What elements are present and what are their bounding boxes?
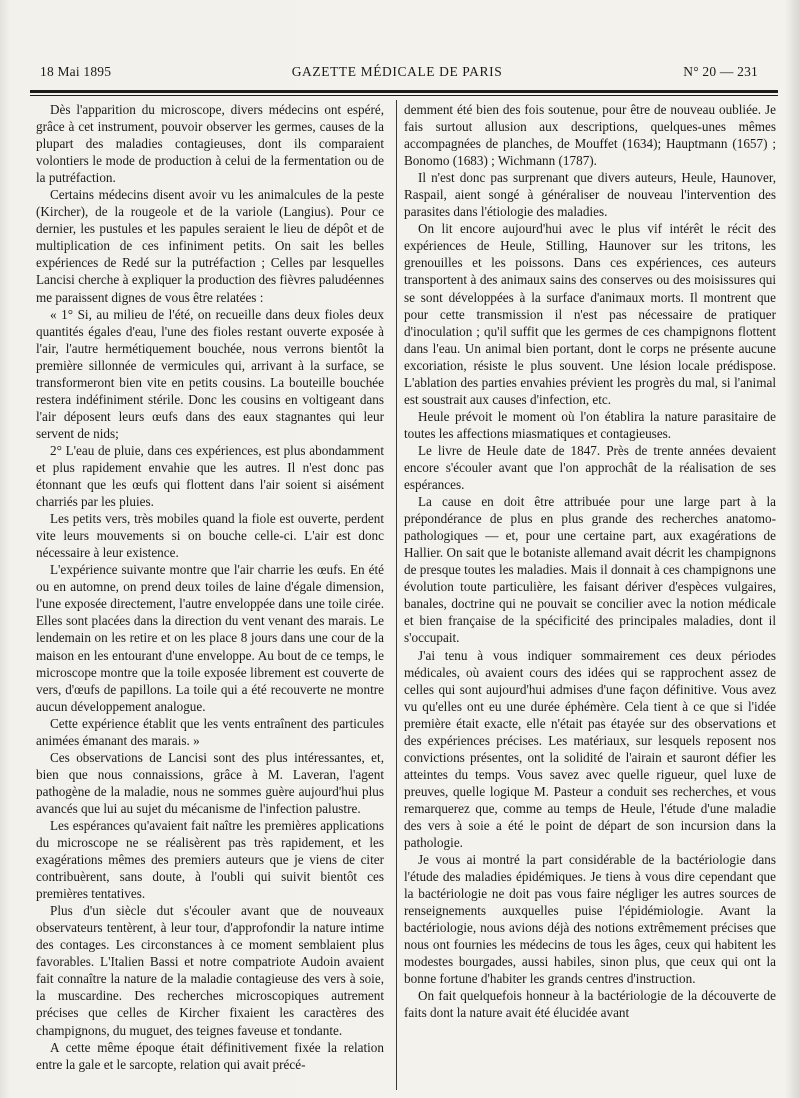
paragraph: La cause en doit être attribuée pour une large part à la prépondérance de plus en plus grande des recherches anatomo-pathologiques — et, pour une certaine part, aux exagérations de Hallier. On sait que le botaniste allemand avait décrit les champignons de presque toutes les maladies. Mais il donnait à ces champignons une évolution toute particulière, les faisant dériver d'espèces vulgaires, banales, doctrine qui ne pouvait se concilier avec la notion médicale et bien française de la spécificité des principales maladies, dont il s'occupait. bbox=[404, 494, 776, 646]
paragraph: A cette même époque était définitivement fixée la relation entre la gale et le sarcopte, relation qui avait précé- bbox=[36, 1039, 384, 1072]
paragraph: Ces observations de Lancisi sont des plus intéressantes, et, bien que nous connaissions, grâce à M. Laveran, l'agent pathogène de la maladie, nous ne sommes guère aujourd'hui plus avancés que lui au sujet du mécanisme de l'infection palustre. bbox=[36, 749, 384, 816]
column-divider bbox=[396, 100, 397, 1090]
header-title: GAZETTE MÉDICALE DE PARIS bbox=[291, 64, 503, 79]
paragraph: Les petits vers, très mobiles quand la fiole est ouverte, perdent vite leurs mouvements si on bouche celle-ci. L'air est donc nécessaire à leur existence. bbox=[36, 511, 384, 561]
header-rule-thin bbox=[30, 95, 778, 96]
paragraph: L'expérience suivante montre que l'air charrie les œufs. En été ou en automne, on prend deux toiles de laine d'égale dimension, l'une exposée directement, l'autre enveloppée dans une toile cirée. Elles sont placées dans la direction du vent venant des marais. Le lendemain on les retire et on les place 8 jours dans une cour de la maison en les entourant d'une enveloppe. Au bout de ce temps, le microscope montre que la toile exposée librement est couverte de vers, d'œufs de papillons. La toile qui a été recouverte ne montre aucun développement analogue. bbox=[36, 562, 384, 714]
paragraph: On fait quelquefois honneur à la bactériologie de la découverte de faits dont la nature avait été élucidée avant bbox=[404, 988, 776, 1021]
paragraph: Heule prévoit le moment où l'on établira la nature parasitaire de toutes les affections miasmatiques et contagieuses. bbox=[404, 408, 776, 441]
paragraph: demment été bien des fois soutenue, pour être de nouveau oubliée. Je fais surtout allusion aux descriptions, quelques-unes mêmes accompagnées de planches, de Mouffet (1634); Hauptmann (1657) ; Bonomo (1683) ; Wichmann (1787). bbox=[404, 102, 776, 169]
paragraph: On lit encore aujourd'hui avec le plus vif intérêt le récit des expériences de Heule, Stilling, Haunover sur les tritons, les grenouilles et les poissons. Dans ces expériences, ces auteurs transportent à des animaux sains des conserves ou des moisissures qui se sont développées à la surface d'animaux morts. Il montrent que pour cette transmission il n'est pas nécessaire de pratiquer d'inoculation ; qu'il suffit que les germes de ces champignons flottent dans l'eau. Un animal bien portant, dont le corps ne présente aucune excoriation, résiste le plus souvent. Une lésion locale prédispose. L'ablation des parties envahies prévient les progrès du mal, si l'animal est soustrait aux causes d'infection, etc. bbox=[404, 221, 776, 407]
page-header bbox=[36, 64, 758, 84]
paragraph: J'ai tenu à vous indiquer sommairement ces deux périodes médicales, où avaient cours des idées qui se rapprochent assez de celles qui sont aujourd'hui admises d'une façon définitive. Vous avez vu qu'elles ont eu une durée éphémère. Cela tient à ce que si l'idée première était exacte, elle n'était pas étayée sur des observations et des expériences précises. Les matériaux, sur lesquels reposent nos convictions présentes, ont la solidité de l'airain et sauront défier les atteintes du temps. Vous savez avec quelle rigueur, quel luxe de preuves, quelle logique M. Pasteur a conduit ses recherches, et vous remarquerez que, comme au temps de Heule, l'étude d'une maladie des vers à soie a été le point de départ de son incursion dans la pathologie. bbox=[404, 647, 776, 851]
header-issue-number: N° 20 — 231 bbox=[683, 64, 758, 79]
paragraph: Le livre de Heule date de 1847. Près de trente années devaient encore s'écouler avant que l'on approchât de la réalisation de ses espérances. bbox=[404, 442, 776, 493]
paragraph: Dès l'apparition du microscope, divers médecins ont espéré, grâce à cet instrument, pouvoir observer les germes, causes de la plupart des maladies contagieuses, dont ils comparaient volontiers le mode de production à celui de la fermentation ou de la putréfaction. bbox=[36, 102, 384, 186]
paragraph: Cette expérience établit que les vents entraînent des particules animées émanant des marais. » bbox=[36, 715, 384, 748]
header-date: 18 Mai 1895 bbox=[40, 64, 112, 79]
paragraph: Les espérances qu'avaient fait naître les premières applications du microscope ne se réalisèrent pas très rapidement, et les exagérations mêmes des premiers auteurs que je viens de citer contribuèrent, sans doute, à l'oubli qui suivit bientôt ces premières tentatives. bbox=[36, 817, 384, 902]
paragraph: « 1° Si, au milieu de l'été, on recueille dans deux fioles deux quantités égales d'eau, l'une des fioles restant ouverte exposée à l'air, l'autre hermétiquement bouchée, nous verrons bientôt la première sillonnée de vermicules qui, arrivant à la surface, se transformeront bien vite en petits cousins. La bouteille bouchée restera indéfiniment stérile. Donc les cousins en voltigeant dans l'air déposent leurs œufs dans des eaux stagnantes qui leur servent de nids; bbox=[36, 306, 384, 441]
paragraph: Il n'est donc pas surprenant que divers auteurs, Heule, Haunover, Raspail, aient songé à généraliser de nouveau l'intervention des parasites dans l'étiologie des maladies. bbox=[404, 170, 776, 220]
paragraph: Je vous ai montré la part considérable de la bactériologie dans l'étude des maladies épidémiques. Je tiens à vous dire cependant que la bactériologie ne doit pas vous faire négliger les autres sources de renseignements auxquelles puise l'épidémiologie. Avant la bactériologie, nous avions déjà des notions extrêmement précises que nous ont fournies les médecins de tous les âges, ceux qui habitent les modestes bourgades, aussi habiles, sinon plus, que ceux qui ont la bonne fortune d'habiter les grands centres d'instruction. bbox=[404, 852, 776, 987]
paragraph: Certains médecins disent avoir vu les animalcules de la peste (Kircher), de la rougeole et de la variole (Langius). Pour ce dernier, les pustules et les papules seraient le lieu de dépôt et de multiplication de ces infiniment petits. On sait les belles expériences de Redé sur la putréfaction ; Celles par lesquelles Lancisi cherche à expliquer la production des fièvres paludéennes me paraissent dignes de vous être relatées : bbox=[36, 187, 384, 305]
left-column bbox=[36, 101, 384, 1073]
right-column bbox=[404, 101, 776, 1022]
paragraph: 2° L'eau de pluie, dans ces expériences, est plus abondamment et plus rapidement envahie que les autres. Il n'est donc pas étonnant que les œufs qui flottent dans l'air soient si aisément charriés par les pluies. bbox=[36, 442, 384, 510]
header-rule-thick bbox=[30, 90, 778, 93]
paragraph: Plus d'un siècle dut s'écouler avant que de nouveaux observateurs tentèrent, à leur tour, d'approfondir la nature intime des contages. Les circonstances à ce moment semblaient plus favorables. L'Italien Bassi et notre compatriote Audoin avaient fait connaître la nature de la maladie contagieuse des vers à soie, la muscardine. Des recherches microscopiques autrement précises que celles de Kircher fixaient les caractères des champignons, du muguet, des teignes faveuse et tondante. bbox=[36, 903, 384, 1038]
